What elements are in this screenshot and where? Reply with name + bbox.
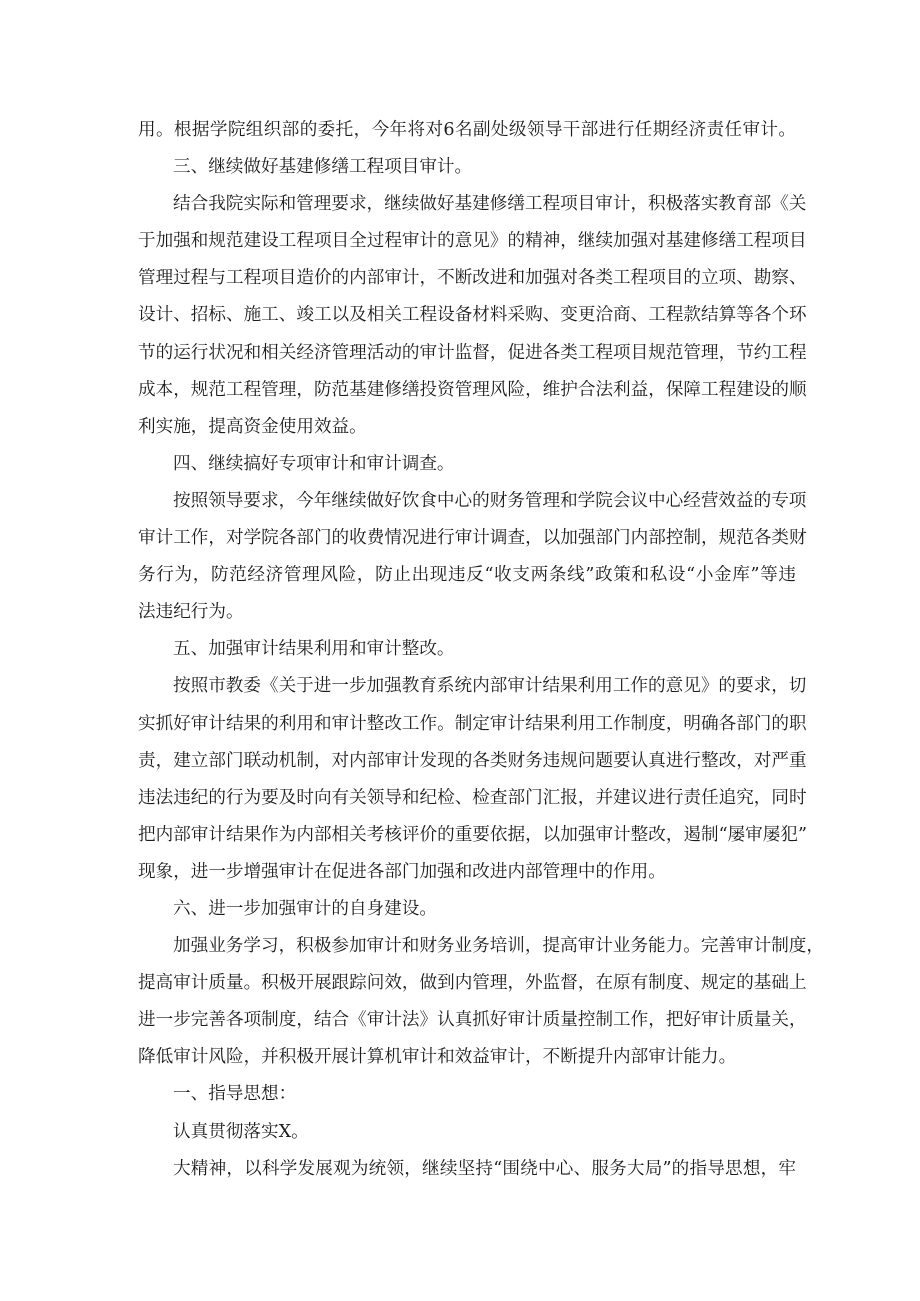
paragraph-3-line-2: 于加强和规范建设工程项目全过程审计的意见》的精神，继续加强对基建修缮工程项目 bbox=[138, 231, 807, 252]
paragraph-5-line-4: 违法违纪的行为要及时向有关领导和纪检、检查部门汇报，并建议进行责任追究，同时 bbox=[138, 787, 807, 808]
paragraph-4-line-3: 务行为，防范经济管理风险，防止出现违反“收支两条线”政策和私设“小金库”等违 bbox=[138, 565, 796, 586]
document-body bbox=[138, 112, 824, 1188]
paragraph-5-line-2: 实抓好审计结果的利用和审计整改工作。制定审计结果利用工作制度，明确各部门的职 bbox=[138, 713, 807, 734]
paragraph-5-line-5: 把内部审计结果作为内部相关考核评价的重要依据，以加强审计整改，遏制“屡审屡犯” bbox=[138, 824, 807, 845]
paragraph-1-line-2: 大精神，以科学发展观为统领，继续坚持“围绕中心、服务大局”的指导思想，牢 bbox=[173, 1158, 796, 1179]
paragraph-3-line-5: 节的运行状况和相关经济管理活动的审计监督，促进各类工程项目规范管理，节约工程 bbox=[138, 342, 807, 363]
paragraph-5-line-3: 责，建立部门联动机制，对内部审计发现的各类财务违规问题要认真进行整改，对严重 bbox=[138, 750, 807, 771]
section-heading-4: 四、继续搞好专项审计和审计调查。 bbox=[173, 453, 455, 474]
paragraph-3-line-3: 管理过程与工程项目造价的内部审计，不断改进和加强对各类工程项目的立项、勘察、 bbox=[138, 268, 807, 289]
paragraph-3-line-4: 设计、招标、施工、竣工以及相关工程设备材料采购、变更洽商、工程款结算等各个环 bbox=[138, 305, 807, 326]
paragraph-4-line-1: 按照领导要求，今年继续做好饮食中心的财务管理和学院会议中心经营效益的专项 bbox=[173, 490, 807, 511]
paragraph-5-line-1: 按照市教委《关于进一步加强教育系统内部审计结果利用工作的意见》的要求，切 bbox=[173, 676, 807, 697]
section-heading-1: 一、指导思想： bbox=[173, 1084, 297, 1105]
section-heading-5: 五、加强审计结果利用和审计整改。 bbox=[173, 639, 455, 660]
paragraph-3-line-1: 结合我院实际和管理要求，继续做好基建修缮工程项目审计，积极落实教育部《关 bbox=[173, 194, 807, 215]
paragraph-6-line-4: 降低审计风险，并积极开展计算机审计和效益审计，不断提升内部审计能力。 bbox=[138, 1047, 737, 1068]
paragraph-4-line-4: 法违纪行为。 bbox=[138, 602, 244, 623]
section-heading-3: 三、继续做好基建修缮工程项目审计。 bbox=[173, 157, 473, 178]
paragraph-6-line-2: 提高审计质量。积极开展跟踪问效，做到内管理，外监督，在原有制度、规定的基础上 bbox=[138, 973, 807, 994]
text-line-1: 用。根据学院组织部的委托，今年将对6名副处级领导干部进行任期经济责任审计。 bbox=[138, 120, 796, 140]
paragraph-1-line-1: 认真贯彻落实X。 bbox=[173, 1121, 309, 1142]
section-heading-6: 六、进一步加强审计的自身建设。 bbox=[173, 898, 437, 919]
paragraph-6-line-3: 进一步完善各项制度，结合《审计法》认真抓好审计质量控制工作，把好审计质量关， bbox=[138, 1010, 807, 1031]
paragraph-6-line-1: 加强业务学习，积极参加审计和财务业务培训，提高审计业务能力。完善审计制度， bbox=[173, 936, 824, 957]
paragraph-3-line-7: 利实施，提高资金使用效益。 bbox=[138, 416, 367, 437]
paragraph-3-line-6: 成本，规范工程管理，防范基建修缮投资管理风险，维护合法利益，保障工程建设的顺 bbox=[138, 379, 807, 400]
paragraph-4-line-2: 审计工作，对学院各部门的收费情况进行审计调查，以加强部门内部控制，规范各类财 bbox=[138, 528, 807, 549]
paragraph-5-line-6: 现象，进一步增强审计在促进各部门加强和改进内部管理中的作用。 bbox=[138, 861, 666, 882]
